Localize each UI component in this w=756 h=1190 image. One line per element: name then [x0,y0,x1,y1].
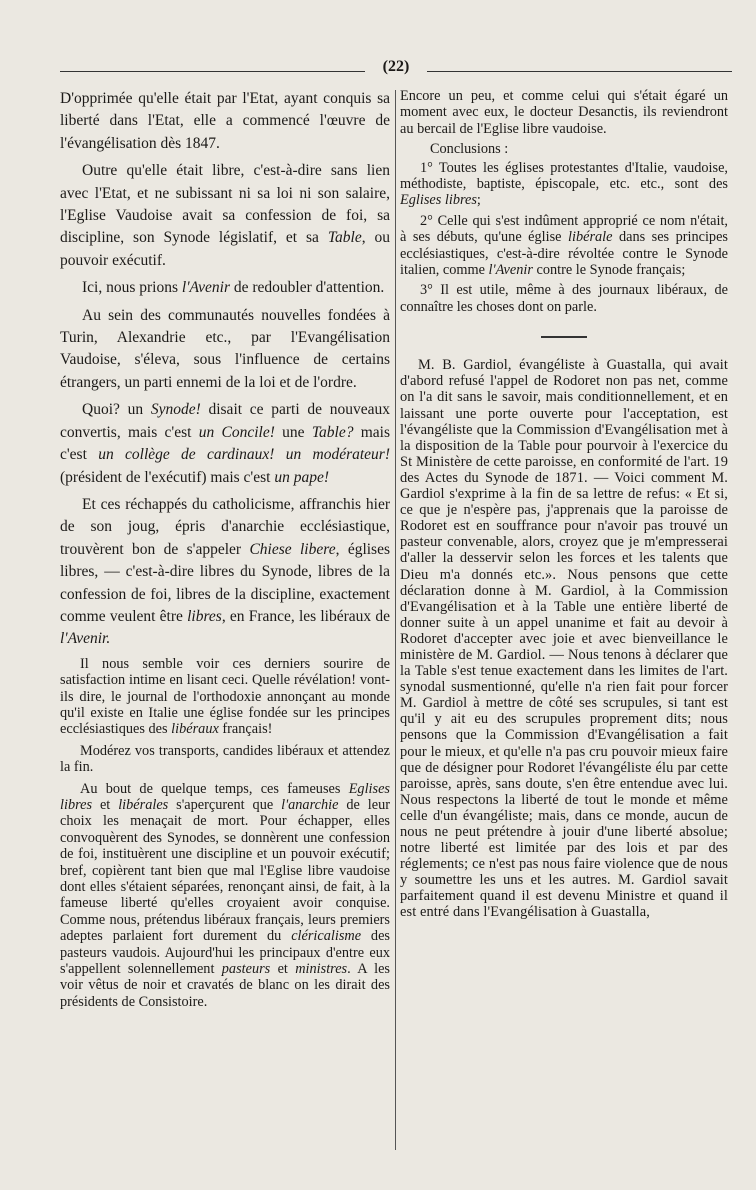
left-paragraph-5: Quoi? un Synode! disait ce parti de nouveaux convertis, mais c'est un Concile! une Table? mais c'est un collège de cardinaux! un modérateur! (président de l'exécutif) mais c'est un pape! [60,401,390,486]
conclusion-3: 3° Il est utile, même à des journaux libéraux, de connaître les choses dont on parle. [400,282,728,315]
column-divider [395,90,396,1150]
right-column [400,88,728,925]
header-rule-right [427,71,732,72]
left-paragraph-1: D'opprimée qu'elle était par l'Etat, ayant conquis sa liberté dans l'Etat, elle a commencé l'œuvre de l'évangélisation dès 1847. [60,90,390,152]
left-paragraph-8: Modérez vos transports, candides libéraux et attendez la fin. [60,742,390,776]
left-paragraph-2: Outre qu'elle était libre, c'est-à-dire sans lien avec l'Etat, et ne subissant ni sa loi ni son salaire, l'Eglise Vaudoise avait sa confession de foi, sa discipline, son Synode législatif, et sa Table, ou pouvoir exécutif. [60,162,390,269]
left-paragraph-9: Au bout de quelque temps, ces fameuses Eglises libres et libérales s'aperçurent que l'anarchie de leur choix les menaçait de mort. Pour échapper, elles convoquèrent des Synodes, se donnèrent une confession de foi, instituèrent une discipline et un pouvoir exécutif; bref, copièrent tant bien que mal l'Eglise libre vaudoise dont elles s'étaient séparées, renonçant ainsi, de fait, à la fameuse liberté qu'elles croyaient avoir conquise. Comme nous, prétendus libéraux français, leurs premiers adeptes parlaient fort durement du cléricalisme des pasteurs vaudois. Aujourd'hui les principaux d'entre eux s'appellent solennellement pasteurs et ministres. A les voir vêtus de noir et cravatés de blanc on les dirait des présidents de Consistoire. [60,780,390,1010]
page-number: (22) [382,58,410,75]
section-separator [400,325,728,343]
left-paragraph-7: Il nous semble voir ces derniers sourire de satisfaction intime en lisant ceci. Quelle révélation! vont-ils dire, le journal de l'orthodoxie annonçant au monde qu'il existe en Italie une église fondée sur les principes ecclésiastiques des libéraux français! [60,655,390,738]
left-paragraph-6: Et ces réchappés du catholicisme, affranchis hier de son joug, épris d'anarchie ecclésiastique, trouvèrent bon de s'appeler Chiese libere, églises libres, — c'est-à-dire libres du Synode, libres de la confession de foi, libres de la discipline, exactement comme veulent être libres, en France, les libéraux de l'Avenir. [60,495,390,648]
conclusions-heading: Conclusions : [430,141,509,158]
gardiol-paragraph: M. B. Gardiol, évangéliste à Guastalla, qui avait d'abord refusé l'appel de Rodoret non pas net, comme on l'a dit sans le savoir, mais conditionnellement, et en laissant une porte ouverte pour l'acceptation, est l'évangéliste que la Commission d'Evangélisation met à la disposition de la Table pour pourvoir à l'exercice du St Ministère de cette paroisse, en conformité de l'art. 19 des Actes du Synode de 1871. — Voici comment M. Gardiol s'exprime à la fin de sa lettre de refus: « Et si, ce que je n'espère pas, j'apprenais que la paroisse de Rodoret est en souffrance pour n'avoir pas trouvé un pasteur convenable, alors, croyez que je m'empresserai d'aller la desservir selon les forces et les talents que Dieu m'a donnés etc.». Nous pensons que cette déclaration donne à M. Gardiol, à la Commission d'Evangélisation et à la Table une entière liberté de donner suite à un appel unanime et fait au devoir à Rodoret d'accepter avec joie et avec bienveillance le ministère de M. Gardiol. — Nous tenons à déclarer que la Table s'est tenue exactement dans les limites de l'art. synodal susmentionné, qu'elle n'a rien fait pour forcer M. Gardiol à mettre de côté ses scrupules, si tant est qu'il y ait eu des scrupules proprement dits; nous pensons que la Commission d'Evangélisation a fait pour le mieux, et qu'elle n'a pas cru pouvoir mieux faire que de désigner pour Rodoret l'évangéliste élu par cette paroisse, après, sans doute, s'en être entendue avec lui. Nous respectons la liberté de tout le monde et même celle d'un évangéliste; mais, dans ce monde, aucun de nous ne peut prétendre à jouir d'une liberté absolue; notre liberté est limitée par des lois et par des réglements; ce n'est pas nous faire violence que de nous y soumettre les uns et les autres. M. Gardiol savait parfaitement quand il est devenu Ministre et quand il est entré dans l'Evangélisation à Guastalla, [400,357,728,921]
conclusion-2: 2° Celle qui s'est indûment approprié ce nom n'était, à ses débuts, qu'une église libérale dans ses principes ecclésiastiques, c'est-à-dire révoltée contre le Synode italien, comme l'Avenir contre le Synode français; [400,212,728,279]
conclusion-1: 1° Toutes les églises protestantes d'Italie, vaudoise, méthodiste, baptiste, épiscopale, etc. etc., sont des Eglises libres; [400,159,728,209]
left-column [60,88,390,1015]
header-rule-left [60,71,365,72]
left-paragraph-4: Au sein des communautés nouvelles fondées à Turin, Alexandrie etc., par l'Evangélisation Vaudoise, s'éleva, sous l'influence de certains étrangers, un parti ennemi de la loi et de l'ordre. [60,306,390,391]
left-paragraph-3: Ici, nous prions l'Avenir de redoubler d'attention. [82,279,385,297]
right-paragraph-1: Encore un peu, et comme celui qui s'était égaré un moment avec eux, le docteur Desanctis, ils reviendront au bercail de l'Eglise libre vaudoise. [400,88,728,137]
page-header [60,58,732,82]
